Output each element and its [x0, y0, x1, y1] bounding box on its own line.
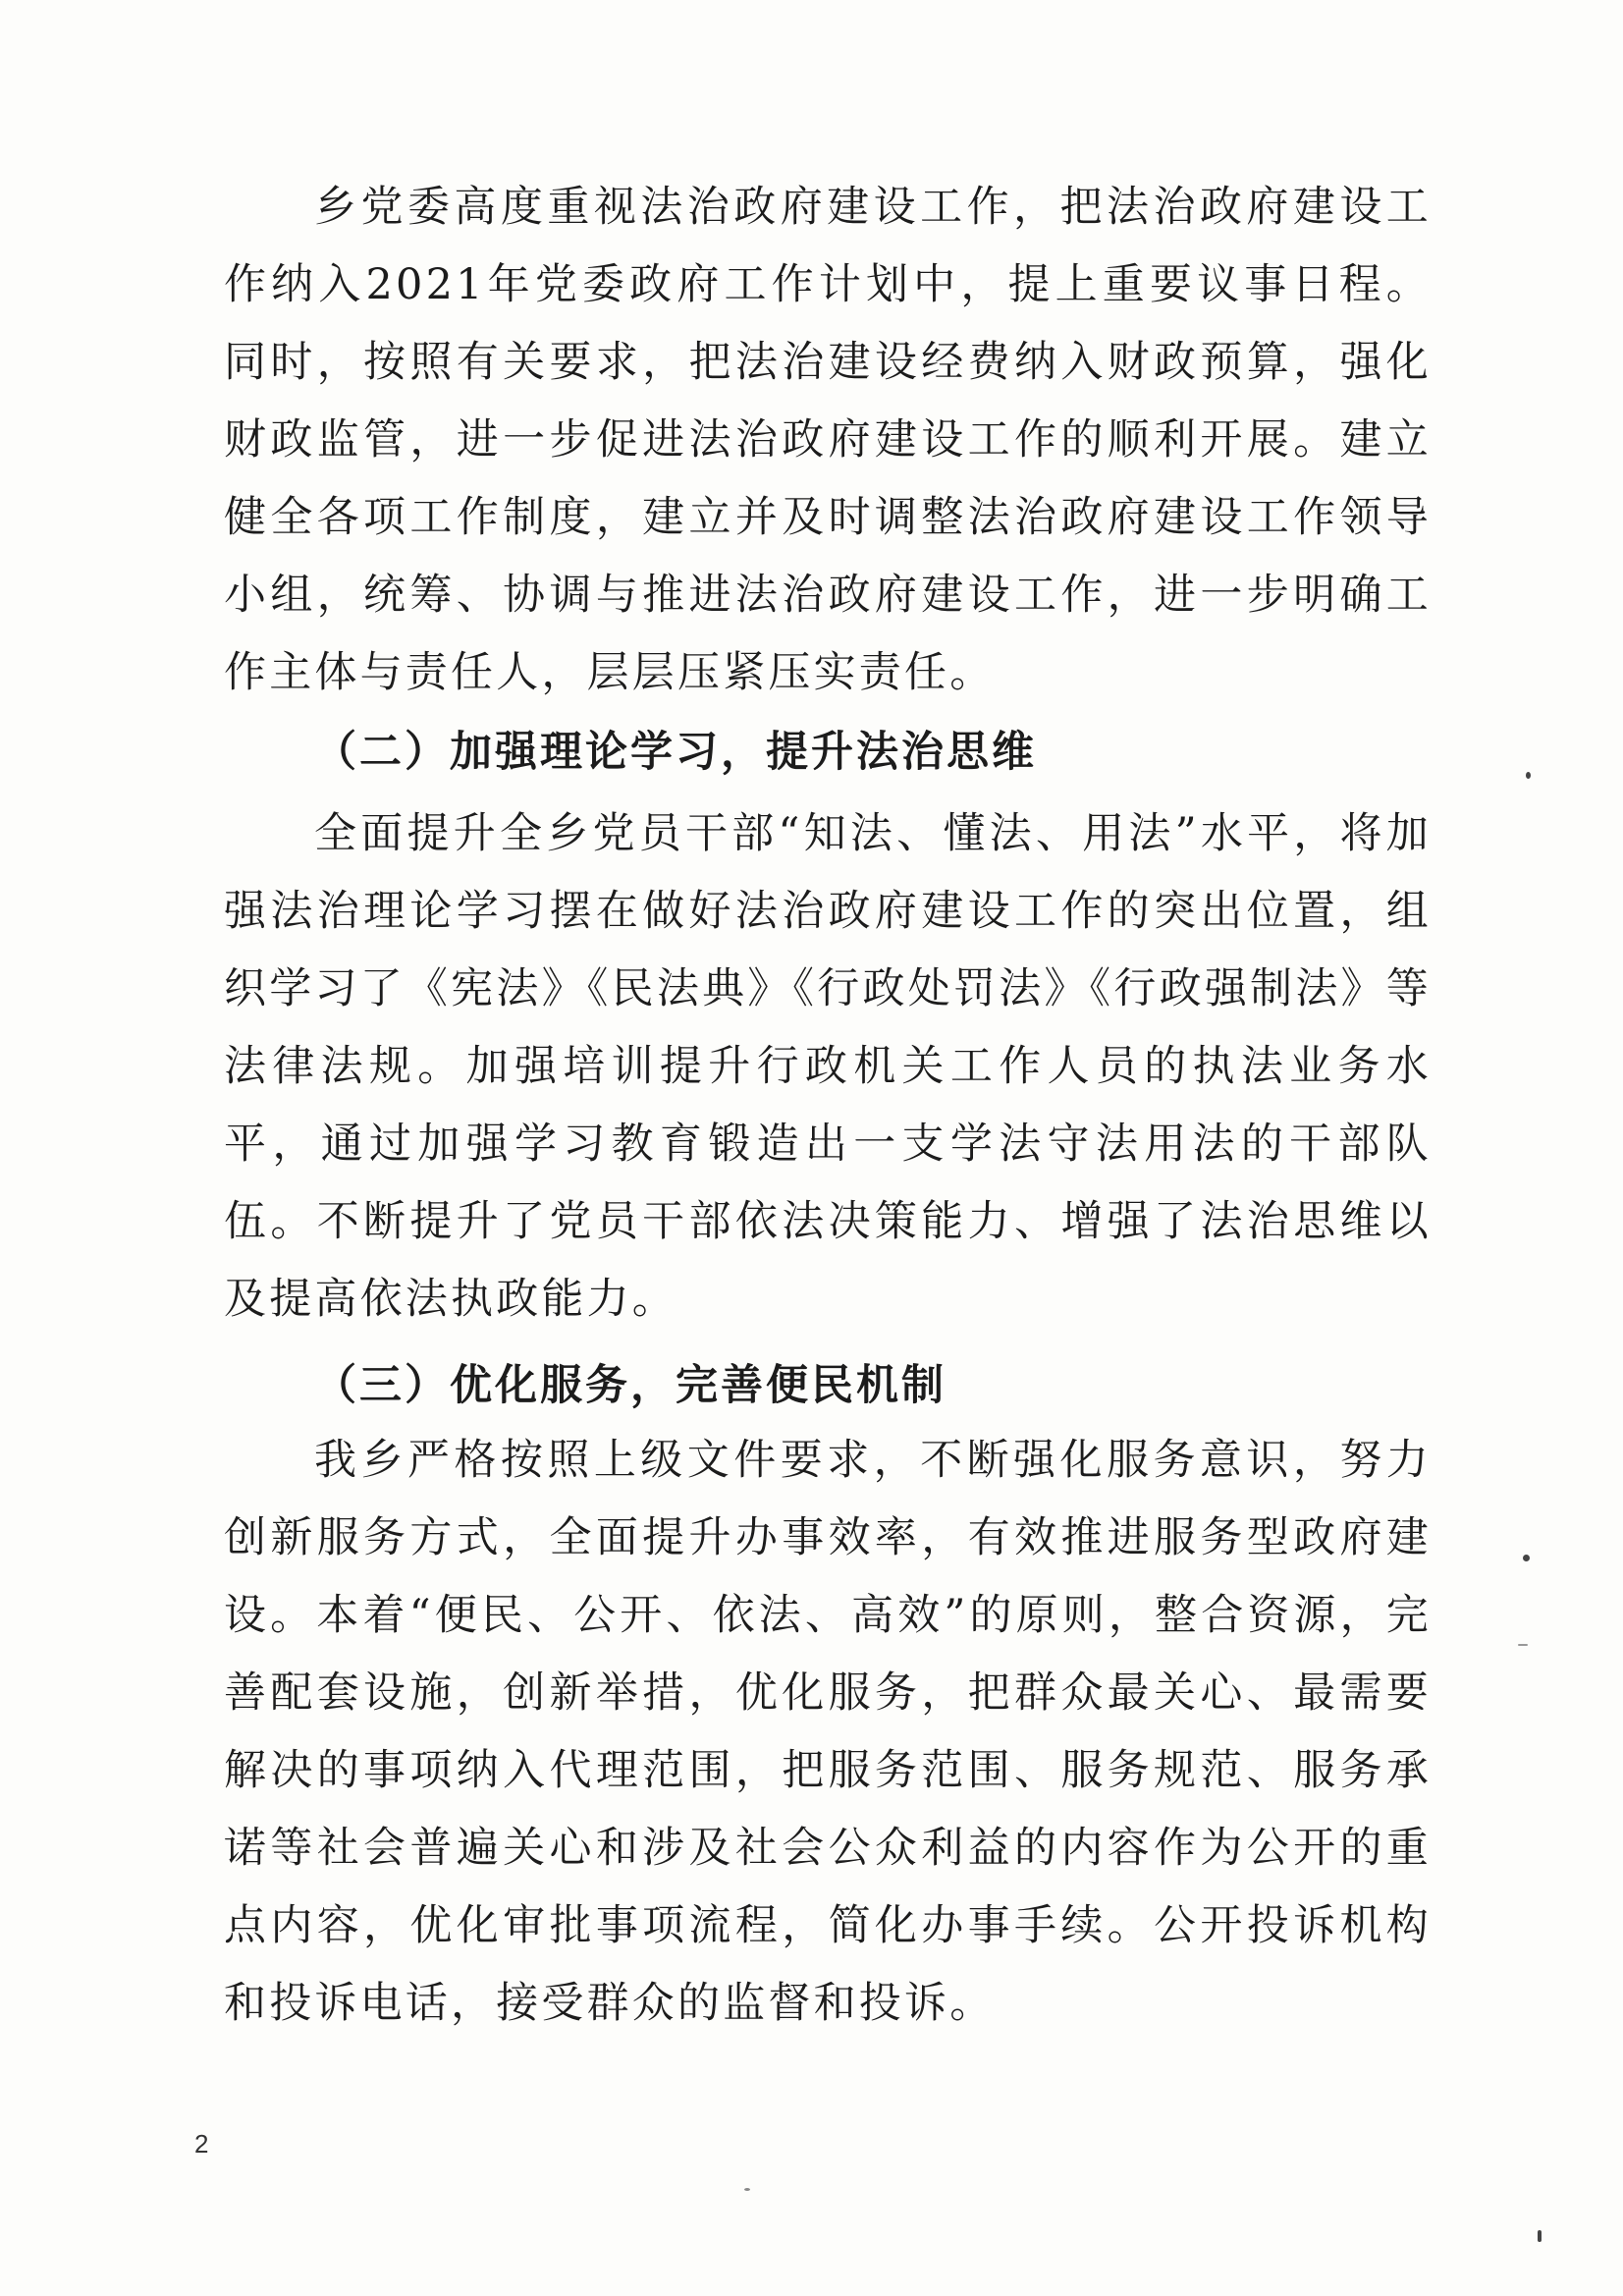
- body-paragraph: 全面提升全乡党员干部“知法、懂法、用法”水平，将加强法治理论学习摆在做好法治政府建设工作的突出位置，组织学习了《宪法》《民法典》《行政处罚法》《行政强制法》等法律法规。加强培训提升行政机关工作人员的执法业务水平，通过加强学习教育锻造出一支学法守法用法的干部队伍。不断提升了党员干部依法决策能力、增强了法治思维以及提高依法执政能力。: [224, 809, 1432, 1324]
- body-paragraph: 我乡严格按照上级文件要求，不断强化服务意识，努力创新服务方式，全面提升办事效率，有效推进服务型政府建设。本着“便民、公开、依法、高效”的原则，整合资源，完善配套设施，创新举措，优化服务，把群众最关心、最需要解决的事项纳入代理范围，把服务范围、服务规范、服务承诺等社会普遍关心和涉及社会公众利益的内容作为公开的重点内容，优化审批事项流程，简化办事手续。公开投诉机构和投诉电话，接受群众的监督和投诉。: [224, 1436, 1432, 2028]
- scan-speck: [1523, 1555, 1530, 1561]
- scan-speck: [744, 2188, 750, 2191]
- page-number: 2: [194, 2129, 209, 2159]
- scan-speck: [1518, 1644, 1528, 1646]
- section-heading: （二）加强理论学习，提升法治思维: [314, 728, 1037, 777]
- scan-speck: [1526, 772, 1531, 779]
- body-paragraph: 乡党委高度重视法治政府建设工作，把法治政府建设工作纳入2021年党委政府工作计划中，提上重要议事日程。同时，按照有关要求，把法治建设经费纳入财政预算，强化财政监管，进一步促进法治政府建设工作的顺利开展。建立健全各项工作制度，建立并及时调整法治政府建设工作领导小组，统筹、协调与推进法治政府建设工作，进一步明确工作主体与责任人，层层压紧压实责任。: [224, 183, 1432, 697]
- section-heading: （三）优化服务，完善便民机制: [314, 1361, 947, 1410]
- scan-speck: [1538, 2230, 1542, 2242]
